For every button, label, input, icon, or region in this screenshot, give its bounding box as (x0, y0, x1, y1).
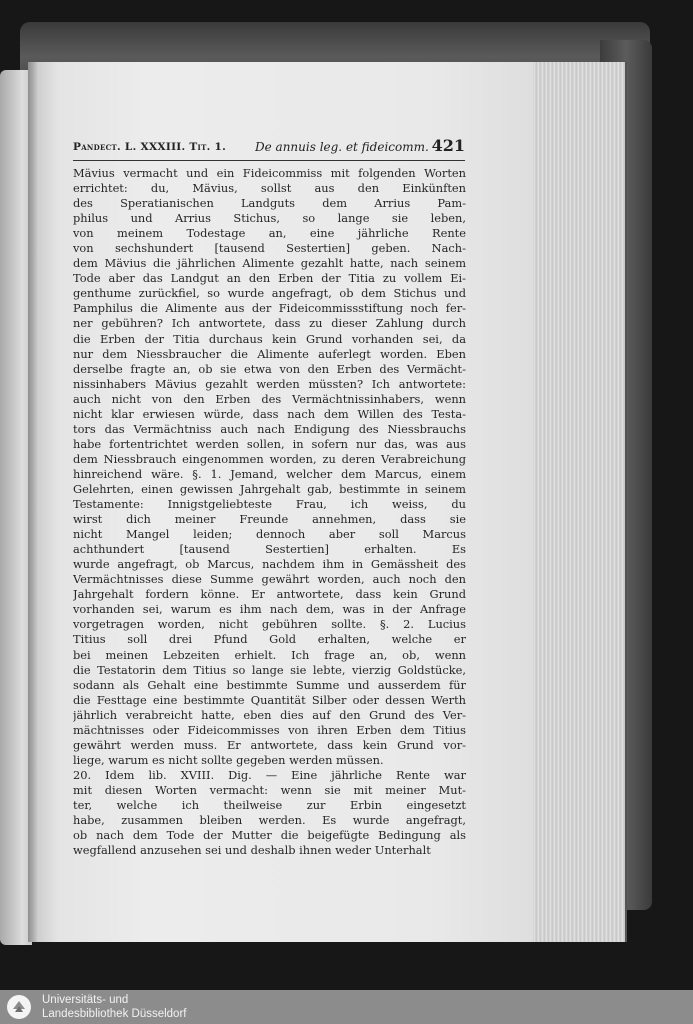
text-line: Titius soll drei Pfund Gold erhalten, welche er (73, 632, 466, 647)
text-line: tors das Vermächtniss auch nach Endigung des Niessbrauchs (73, 421, 466, 436)
text-line: jährlich verabreicht hatte, eben dies auf den Grund des Ver- (73, 707, 466, 722)
header-section: Pandect. L. XXXIII. Tit. 1. (73, 141, 227, 153)
ulb-logo-icon[interactable] (7, 995, 31, 1019)
library-name-line1[interactable]: Universitäts- und (42, 994, 129, 1006)
text-line: die Erben der Titia durchaus kein Grund vorhanden sei, da (73, 331, 466, 346)
text-line: nicht Mangel leiden; dennoch aber soll Marcus (73, 527, 466, 542)
text-line: dem Niessbrauch eingenommen worden, zu deren Verabreichung (73, 451, 466, 466)
text-line: die Festtage eine bestimmte Quantität Silber oder dessen Werth (73, 692, 466, 707)
text-line: die Testatorin dem Titius so lange sie lebte, vierzig Goldstücke, (73, 662, 466, 677)
text-line: liege, warum es nicht sollte gegeben werden müssen. (73, 752, 384, 767)
text-line: habe, zusammen bleiben werden. Es wurde angefragt, (73, 813, 466, 828)
text-line: mächtnisses oder Fideicommisses von ihren Erben dem Titius (73, 722, 466, 737)
text-line: achthundert [tausend Sestertien] erhalten. Es (73, 542, 466, 557)
text-line: habe fortentrichtet werden sollen, in sofern nur das, was aus (73, 436, 466, 451)
page-block-edges (528, 62, 627, 942)
text-line: wegfallend anzusehen sei und deshalb ihnen weder Unterhalt (73, 843, 431, 858)
page-number: 421 (431, 136, 465, 155)
text-line: von sechshundert [tausend Sestertien] geben. Nach- (73, 241, 466, 256)
text-line: dem Mävius die jährlichen Alimente gezahlt hatte, nach seinem (73, 256, 466, 271)
header-title: De annuis leg. et fideicomm. (255, 140, 429, 154)
text-line: Jahrgehalt fordern könne. Er antwortete, dass kein Grund (73, 587, 466, 602)
text-line: nur dem Niessbraucher die Alimente auferlegt worden. Eben (73, 346, 466, 361)
text-line: Testamente: Innigstgeliebteste Frau, ich weiss, du (73, 497, 466, 512)
text-line: mit diesen Worten vermacht: wenn sie mit meiner Mut- (73, 782, 466, 797)
text-line: nicht klar erwiesen würde, dass nach dem Willen des Testa- (73, 406, 466, 421)
page-body-text (73, 166, 466, 858)
text-line: wurde angefragt, ob Marcus, nachdem ihm in Gemässheit des (73, 557, 466, 572)
text-line: philus und Arrius Stichus, so lange sie leben, (73, 211, 466, 226)
text-line: Tode aber das Landgut an den Erben der Titia zu vollem Ei- (73, 271, 466, 286)
text-line: ter, welche ich theilweise zur Erbin eingesetzt (73, 797, 466, 812)
header-rule (73, 160, 465, 161)
text-line: Vermächtnisses diese Summe gewährt worden, auch noch den (73, 572, 466, 587)
text-line: von meinem Todestage an, eine jährliche Rente (73, 226, 466, 241)
library-name-line2[interactable]: Landesbibliothek Düsseldorf (42, 1008, 187, 1020)
text-line: auch nicht von den Erben des Vermächtnissinhabers, wenn (73, 391, 466, 406)
text-line: sodann als Gehalt eine bestimmte Summe und ausserdem für (73, 677, 466, 692)
text-line: nissinhabers Mävius gezahlt werden müssten? Ich antwortete: (73, 376, 466, 391)
text-line: 20. Idem lib. XVIII. Dig. — Eine jährliche Rente war (73, 767, 466, 782)
text-line: ob nach dem Tode der Mutter die beigefügte Bedingung als (73, 828, 466, 843)
text-line: bei meinen Lebzeiten erhielt. Ich frage an, ob, wenn (73, 647, 466, 662)
text-line: gewährt werden muss. Er antwortete, dass kein Grund vor- (73, 737, 466, 752)
text-line: hinreichend wäre. §. 1. Jemand, welcher dem Marcus, einem (73, 466, 466, 481)
text-line: wirst dich meiner Freunde annehmen, dass sie (73, 512, 466, 527)
text-line: Pamphilus die Alimente aus der Fideicommissstiftung noch fer- (73, 301, 466, 316)
text-line: genthume zurückfiel, so wurde angefragt, ob dem Stichus und (73, 286, 466, 301)
text-line: derselbe fragte an, ob sie etwa von den Erben des Vermächt- (73, 361, 466, 376)
library-footer (0, 990, 693, 1024)
text-line: des Speratianischen Landguts dem Arrius Pam- (73, 196, 466, 211)
text-line: ner gebühren? Ich antwortete, dass zu dieser Zahlung durch (73, 316, 466, 331)
page-gutter-shadow (28, 62, 38, 942)
text-line: Gelehrten, einen gewissen Jahrgehalt gab, bestimmte in seinem (73, 481, 466, 496)
running-header (73, 138, 465, 158)
text-line: vorgetragen worden, nicht gebühren sollte. §. 2. Lucius (73, 617, 466, 632)
text-line: errichtet: du, Mävius, sollst aus den Einkünften (73, 181, 466, 196)
text-line: vorhanden sei, warum es ihm nach dem, was in der Anfrage (73, 602, 466, 617)
text-line: Mävius vermacht und ein Fideicommiss mit folgenden Worten (73, 166, 466, 180)
